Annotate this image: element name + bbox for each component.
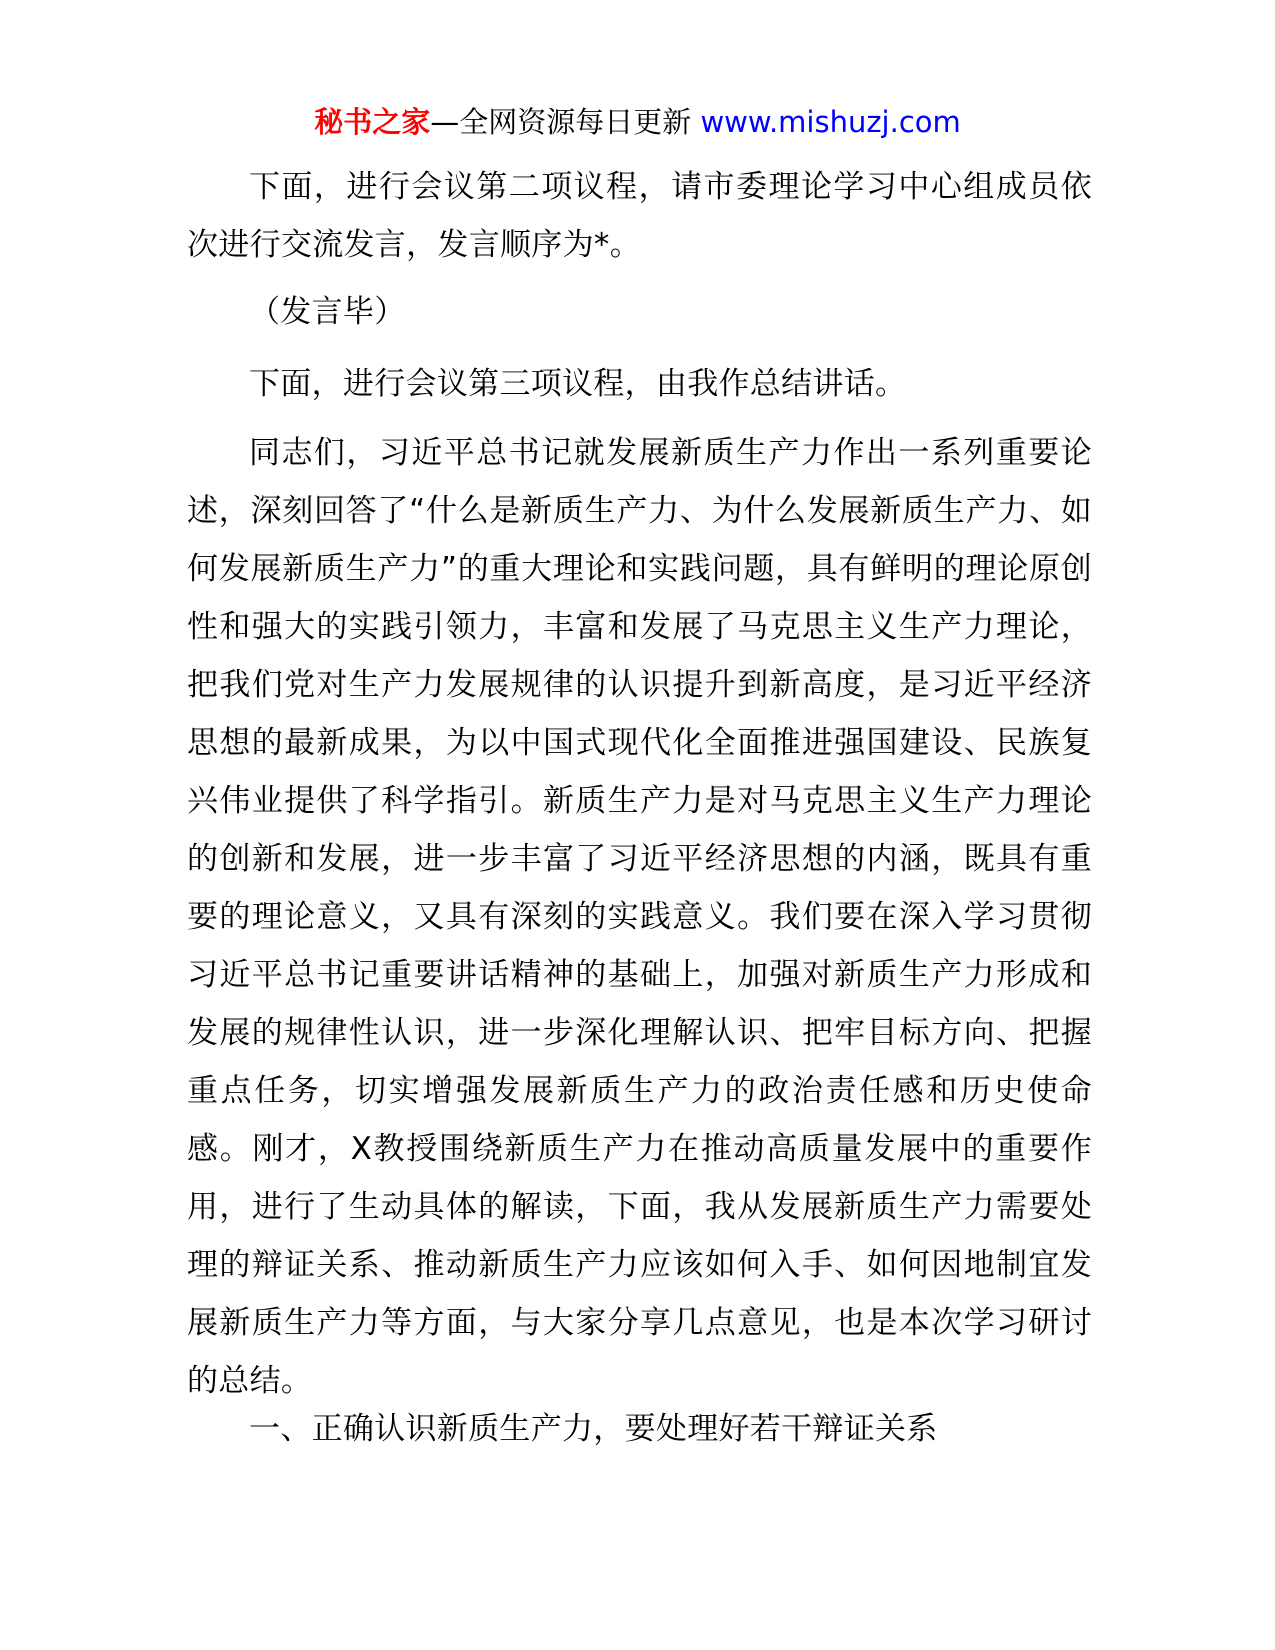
paragraph-agenda-item-two bbox=[187, 158, 1092, 274]
section-heading-one bbox=[187, 1400, 1092, 1458]
paragraph-text: 同志们，习近平总书记就发展新质生产力作出一系列重要论述，深刻回答了“什么是新质生产力、为什么发展新质生产力、如何发展新质生产力”的重大理论和实践问题，具有鲜明的理论原创性和强大的实践引领力，丰富和发展了马克思主义生产力理论，把我们党对生产力发展规律的认识提升到新高度，是习近平经济思想的最新成果，为以中国式现代化全面推进强国建设、民族复兴伟业提供了科学指引。新质生产力是对马克思主义生产力理论的创新和发展，进一步丰富了习近平经济思想的内涵，既具有重要的理论意义，又具有深刻的实践意义。我们要在深入学习贯彻习近平总书记重要讲话精神的基础上，加强对新质生产力形成和发展的规律性认识，进一步深化理解认识、把牢目标方向、把握重点任务，切实增强发展新质生产力的政治责任感和历史使命感。刚才，X教授围绕新质生产力在推动高质量发展中的重要作用，进行了生动具体的解读，下面，我从发展新质生产力需要处理的辩证关系、推动新质生产力应该如何入手、如何因地制宜发展新质生产力等方面，与大家分享几点意见，也是本次学习研讨的总结。 bbox=[187, 435, 1092, 1399]
paragraph-text: 下面，进行会议第三项议程，由我作总结讲话。 bbox=[249, 366, 907, 402]
section-heading-text: 一、正确认识新质生产力，要处理好若干辩证关系 bbox=[249, 1411, 938, 1447]
paragraph-text: （发言毕） bbox=[249, 294, 406, 330]
paragraph-main-speech bbox=[187, 424, 1092, 1410]
website-link[interactable]: www.mishuzj.com bbox=[700, 105, 961, 139]
brand-name: 秘书之家 bbox=[314, 105, 431, 139]
paragraph-agenda-item-three bbox=[187, 355, 1092, 413]
header-tagline: —全网资源每日更新 bbox=[430, 105, 701, 139]
paragraph-text: 下面，进行会议第二项议程，请市委理论学习中心组成员依次进行交流发言，发言顺序为*。 bbox=[187, 169, 1092, 263]
paragraph-speech-end bbox=[187, 283, 1092, 341]
page-header bbox=[0, 102, 1275, 142]
